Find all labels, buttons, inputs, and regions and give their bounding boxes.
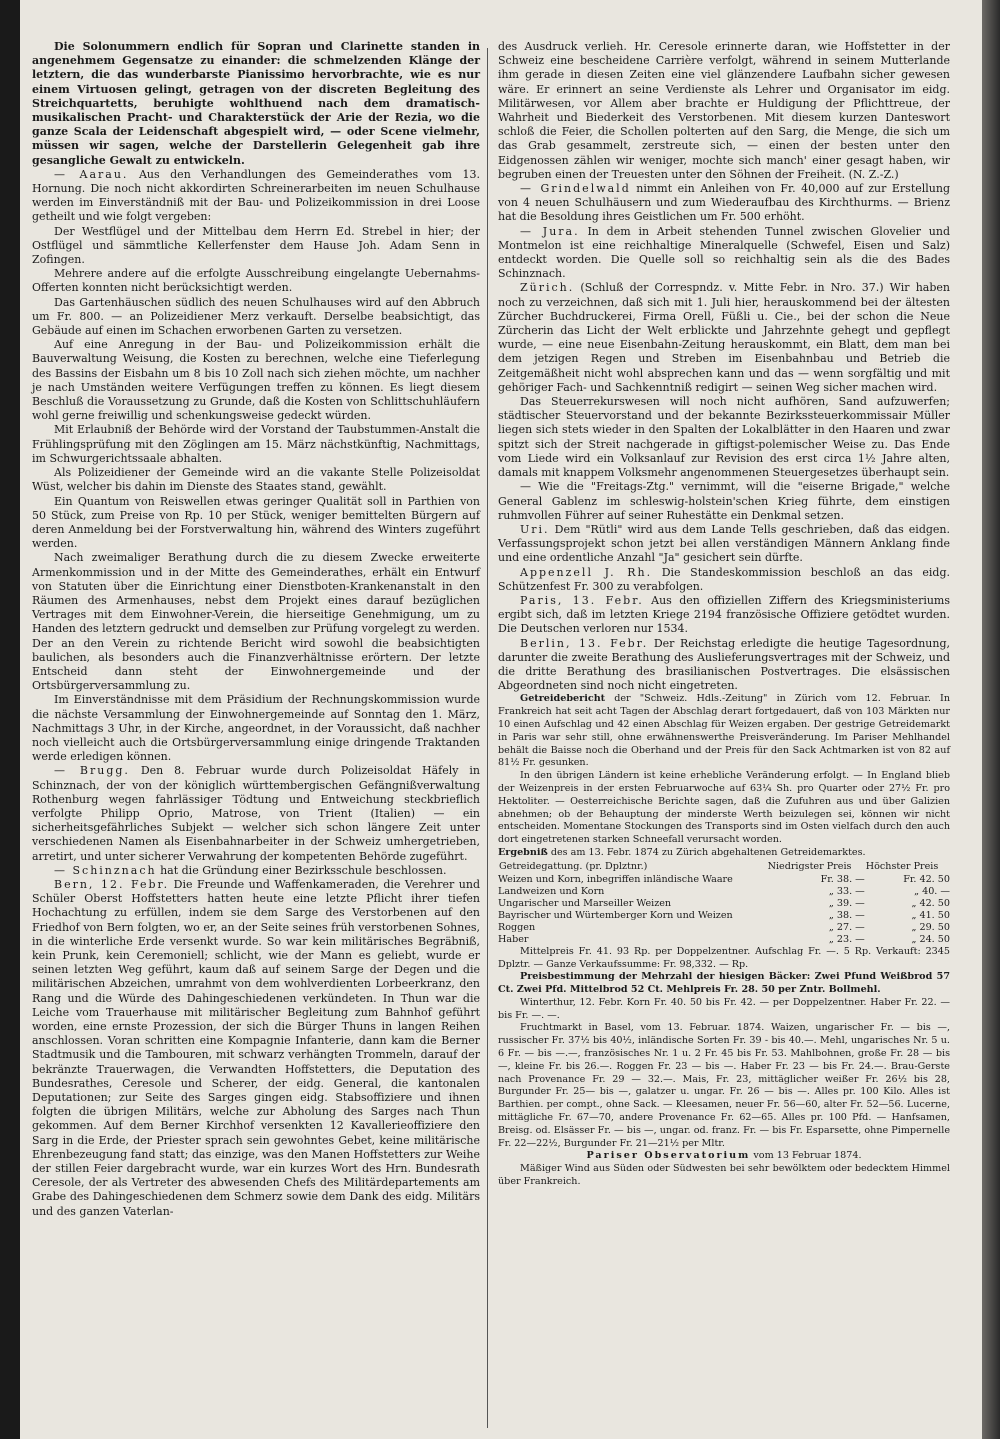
market-result-heading: Ergebniß des am 13. Febr. 1874 zu Zürich abgehaltenen Getreidemarktes. xyxy=(498,846,866,858)
table-header: Getreidegattung. (pr. Dplztnr.) xyxy=(499,860,648,872)
table-header: Höchster Preis xyxy=(865,860,939,872)
brugg-article: — Brugg. Den 8. Februar wurde durch Polizeisoldat Häfely in Schinznach, der von der königlich württembergischen Gefängnißverwaltung Rothenburg wegen fahrlässiger Tödtung und Entweichung steckbrieflich verfolgte Philipp Oprio, Matrose, von Trient (Italien) — ein sicherheitsgefährliches Subjekt — welcher sich schon längere Zeit unter verschiedenen Namen als Eisenbahnarbeiter in der Schweiz umhergetrieben, arretirt, und unter sicherer Verwahrung der kompetenten Behörde zugeführt. xyxy=(32,764,480,863)
weather-report: Mäßiger Wind aus Süden oder Südwesten bei sehr bewölktem oder bedecktem Himmel über Frankreich. xyxy=(498,1163,950,1188)
table-row: Landweizen und Korn „ 33. — „ 40. — xyxy=(498,885,950,897)
left-column xyxy=(32,40,480,1439)
winterthur-market: Winterthur, 12. Febr. Korn Fr. 40. 50 bis Fr. 42. — per Doppelzentner. Haber Fr. 22. — bis Fr. —. —. xyxy=(498,996,950,1021)
paragraph: Mit Erlaubniß der Behörde wird der Vorstand der Taubstummen-Anstalt die Frühlingsprüfung mit den Zöglingen am 15. März nächstkünftig, Nachmittags, im Schwurgerichtssaale abhalten. xyxy=(32,423,480,465)
paragraph: des Ausdruck verlieh. Hr. Ceresole erinnerte daran, wie Hoffstetter in der Schweiz eine bescheidene Carrière verfolgt, während in seinem Mutterlande ihm gerade in diesen Zeiten eine viel glänzendere Laufbahn sicher gewesen wäre. Er erinnert an seine Verdienste als Lehrer und Organisator im eidg. Militärwesen, vor Allem aber brachte er Huldigung der Pflichttreue, der Wahrheit und Biederkeit des Verstorbenen. Mit diesem kurzen Danteswort schloß die Feier, die Schollen polterten auf den Sarg, die Menge, die sich um das Grab gesammelt, zerstreute sich, — einen der besten unter den Eidgenossen zählen wir weniger, mochte sich manch' einer gesagt haben, wir begruben einen der Treuesten unter den Söhnen der Freiheit. (N. Z.-Z.) xyxy=(498,40,950,181)
uri-article: Uri. Dem "Rütli" wird aus dem Lande Tells geschrieben, daß das eidgen. Verfassungsprojekt schon jetzt bei allen verständigen Männern Anklang finde und eine ordentliche Anzahl "Ja" gesichert sein dürfte. xyxy=(498,522,950,565)
paragraph: Im Einverständnisse mit dem Präsidium der Rechnungskommission wurde die nächste Versammlung der Einwohnergemeinde auf Sonntag den 1. März, Nachmittags 3 Uhr, in der Kirche, angeordnet, in der Voraussicht, daß nachher noch vielleicht auch die Ortsbürgerversammlung einige dringende Traktanden werde erledigen können. xyxy=(32,693,480,764)
paragraph: Als Polizeidiener der Gemeinde wird an die vakante Stelle Polizeisoldat Wüst, welcher bis dahin im Dienste des Staates stand, gewählt. xyxy=(32,466,480,494)
schinznach-article: — Schinznach hat die Gründung einer Bezirksschule beschlossen. xyxy=(54,863,447,877)
bread-prices: Preisbestimmung der Mehrzahl der hiesigen Bäcker: Zwei Pfund Weißbrod 57 Ct. Zwei Pfd. Mittelbrod 52 Ct. Mehlpreis Fr. 28. 50 per Zntr. Bollmehl. xyxy=(498,971,950,996)
grindelwald-article: — Grindelwald nimmt ein Anleihen von Fr. 40,000 auf zur Erstellung von 4 neuen Schulhäusern und zum Wiederaufbau des Kirchthurms. — Brienz hat die Besoldung ihres Geistlichen um Fr. 500 erhöht. xyxy=(498,182,950,224)
table-header-row xyxy=(498,860,950,874)
paragraph: Nach zweimaliger Berathung durch die zu diesem Zwecke erweiterte Armenkommission und in der Mitte des Gemeinderathes, erhält ein Entwurf von Statuten über die Einrichtung einer Dienstboten-Krankenanstalt in den Räumen des Armenhauses, nebst dem Projekt eines darauf bezüglichen Vertrages mit dem Einwohner-Verein, die hierseitige Genehmigung, um zu Handen des letztern gedruckt und demselben zur Prüfung vorgelegt zu werden. Der an den Verein zu richtende Bericht wird sowohl die beabsichtigten baulichen, als besonders auch die Finanzverhältnisse erörtern. Der letzte Entscheid dann steht der Einwohnergemeinde und der Ortsbürgerversammlung zu. xyxy=(32,551,480,693)
grain-report: Getreidebericht der "Schweiz. Hdls.-Zeitung" in Zürich vom 12. Februar. In Frankreich hat seit acht Tagen der Abschlag derart fortgedauert, daß von 103 Märkten nur 10 einen Aufschlag und 42 einen Abschlag für Weizen ergaben. Der gestrige Getreidemarkt in Paris war sehr still, ohne erwähnenswerthe Preisveränderung. Im Pariser Mehlhandel behält die Baisse noch die Oberhand und der Preis für den Sack Achtmarken ist von 82 auf 81½ Fr. gesunken. xyxy=(498,693,950,769)
appenzell-article: Appenzell J. Rh. Die Standeskommission beschloß an das eidg. Schützenfest Fr. 300 zu verabfolgen. xyxy=(498,565,950,593)
table-row: Roggen „ 27. — „ 29. 50 xyxy=(498,921,950,933)
table-header: Niedrigster Preis xyxy=(767,860,852,872)
paragraph: Auf eine Anregung in der Bau- und Polizeikommission erhält die Bauverwaltung Weisung, die Kosten zu berechnen, welche eine Tieferlegung des Bassins der Eisbahn um 8 bis 10 Zoll nach sich ziehen möchte, um nachher je nach Umständen weitere Verfügungen treffen zu können. Es liegt diesem Beschluß die Voraussetzung zu Grunde, daß die Kosten von Schlittschuhläufern wohl gerne freiwillig und schenkungsweise gedeckt würden. xyxy=(32,338,480,423)
paragraph: Ein Quantum von Reiswellen etwas geringer Qualität soll in Parthien von 50 Stück, zum Preise von Rp. 10 per Stück, weniger bemittelten Bürgern auf deren Anmeldung bei der Forstverwaltung hin, während des Winters zugeführt werden. xyxy=(32,494,480,551)
bern-article: Bern, 12. Febr. Die Freunde und Waffenkameraden, die Verehrer und Schüler Oberst Hoffstetters hatten heute eine letzte Pflicht ihrer tiefen Hochachtung zu erfüllen, indem sie dem Sarge des Verstorbenen auf den Friedhof von Bern folgten, wo er, an der Seite seines früh verstorbenen Sohnes, in die winterliche Erde versenkt wurde. So war kein militärisches Begräbniß, kein Prunk, kein Ceremoniell; schlicht, wie der Mann es geliebt, wurde er seinen letzten Weg geführt, kaum daß auf seinem Sarge der Degen und die militärischen Abzeichen, umrahmt von dem wohlverdienten Lorbeerkranz, den Rang und die Würde des Dahingeschiedenen verkündeten. In Thun war die Leiche vom Trauerhause mit militärischer Begleitung zum Bahnhof geführt worden, eine ernste Prozession, der sich die Bürger Thuns in langen Reihen anschlossen. Voran schritten eine Kompagnie Infanterie, dann kam die Berner Stadtmusik und die Tambouren, mit schwarz verhängten Trommeln, darauf der bekränzte Trauerwagen, die Verwandten Hoffstetters, die Deputation des Bundesrathes, Ceresole und Scherer, der eidg. General, die kantonalen Deputationen; zur Seite des Sarges gingen eidg. Stabsoffiziere und ihnen folgten die übrigen Militärs, welche zur Abholung des Sarges nach Thun gekommen. Auf dem Berner Kirchhof versenkten 12 Kavallerieoffiziere den Sarg in die Erde, der Priester sprach sein gewohntes Gebet, keine militärische Ehrenbezeugung fand statt; das einzige, was den Manen Hoffstetters zur Weihe der stillen Feier dargebracht wurde, war ein kurzes Wort des Hrn. Bundesrath Ceresole, der als Vertreter des abwesenden Chefs des Militärdepartements am Grabe des Dahingeschiedenen dem Schmerz sowie dem Dank des eidg. Militärs und des ganzen Vaterlan- xyxy=(32,877,480,1218)
grain-price-table xyxy=(498,860,950,946)
paragraph: Das Gartenhäuschen südlich des neuen Schulhauses wird auf den Abbruch um Fr. 800. — an Polizeidiener Merz verkauft. Derselbe beabsichtigt, das Gebäude auf einen im Schachen erworbenen Garten zu versetzen. xyxy=(32,295,480,338)
paragraph: Der Westflügel und der Mittelbau dem Herrn Ed. Strebel in hier; der Ostflügel und sämmtliche Kellerfenster dem Hause Joh. Adam Senn in Zofingen. xyxy=(32,224,480,267)
concert-review: Die Solonummern endlich für Sopran und Clarinette standen in angenehmem Gegensatze zu einander: die schmelzenden Klänge der letztern, die das wunderbarste Pianissimo hervorbrachte, wie es nur einem Virtuosen gelingt, getragen von der discreten Begleitung des Streichquartetts, beruhigte wohlthuend nach dem dramatisch-musikalischen Pracht- und Charakterstück der Arie der Rezia, wo die ganze Scala der Leidenschaft abgespielt wird, — oder Scene vielmehr, müssen wir sagen, welche der Darstellerin Gelegenheit gab ihre gesangliche Gewalt zu entwickeln. xyxy=(32,40,480,167)
page-edge xyxy=(982,0,1000,1439)
paragraph: Mehrere andere auf die erfolgte Ausschreibung eingelangte Uebernahms-Offerten konnten nicht berücksichtigt werden. xyxy=(32,267,480,295)
column-rule xyxy=(487,48,488,1428)
paragraph: — Wie die "Freitags-Ztg." vernimmt, will die "eiserne Brigade," welche General Gablenz im schleswig-holstein'schen Krieg führte, dem einstigen ruhmvollen Führer auf seiner Ruhestätte ein Denkmal setzen. xyxy=(498,480,950,522)
jura-article: — Jura. In dem in Arbeit stehenden Tunnel zwischen Glovelier und Montmelon ist eine reichhaltige Mineralquelle (Schwefel, Eisen und Salz) entdeckt worden. Die Quelle soll so reichhaltig sein als die des Bades Schinznach. xyxy=(498,224,950,281)
zuerich-article: Zürich. (Schluß der Correspndz. v. Mitte Febr. in Nro. 37.) Wir haben noch zu verzeichnen, daß sich mit 1. Juli hier, herauskommend bei der ältesten Zürcher Buchdruckerei, Firma Orell, Füßli u. Cie., bei der schon die Neue Zürcherin das Licht der Welt erblickte und Jahrzehnte gehegt und gepflegt wurde, — eine neue Eisenbahn-Zeitung herauskommt, ein Blatt, dem man bei dem jetzigen Regen und Streben im Eisenbahnbau und Betrieb die Zeitgemäßheit nicht wohl absprechen kann und das — wenn sorgfältig und mit gehöriger Fach- und Sachkenntniß redigirt — seinen Weg sicher machen wird. xyxy=(498,281,950,394)
paris-article: Paris, 13. Febr. Aus den offiziellen Ziffern des Kriegsministeriums ergibt sich, daß im letzten Kriege 2194 französische Offiziere getödtet wurden. Die Deutschen verloren nur 1534. xyxy=(498,593,951,636)
aarau-article: — Aarau. Aus den Verhandlungen des Gemeinderathes vom 13. Hornung. Die noch nicht akkordirten Schreinerarbeiten im neuen Schulhause werden im Einverständniß mit der Bau- und Polizeikommission in drei Loose getheilt und wie folgt vergeben: xyxy=(32,167,480,224)
grain-report-2: In den übrigen Ländern ist keine erhebliche Veränderung erfolgt. — In England blieb der Weizenpreis in der ersten Februarwoche auf 63¼ Sh. pro Quarter oder 27½ Fr. pro Hektoliter. — Oesterreichische Berichte sagen, daß die Zufuhren aus und über Galizien abnehmen; ob der Behauptung der minderste Werth beizulegen sei, können wir nicht entscheiden. Momentane Stockungen des Transports sind im Osten vielfach durch den auch dort eingetretenen starken Schneefall verursacht worden. xyxy=(498,770,950,846)
average-price: Mittelpreis Fr. 41. 93 Rp. per Doppelzentner. Aufschlag Fr. —. 5 Rp. Verkauft: 2345 Dplztr. — Ganze Verkaufssumme: Fr. 98,332. — Rp. xyxy=(498,945,950,970)
paragraph: Das Steuerrekurswesen will noch nicht aufhören, Sand aufzuwerfen; städtischer Steuervorstand und der bekannte Bezirkssteuerkommissair Müller liegen sich stets wieder in den Spalten der Lokalblätter in den Haaren und zwar spitzt sich der Streit nachgerade in giftigst-polemischer Weise zu. Das Ende vom Liede wird ein Volksanlauf zur Revision des erst circa 1½ Jahre alten, damals mit knappem Volksmehr angenommenen Steuergesetzes überhaupt sein. xyxy=(498,395,950,480)
table-row: Ungarischer und Marseiller Weizen „ 39. — „ 42. 50 xyxy=(498,897,950,909)
observatory-heading: Pariser Observatorium vom 13 Februar 1874. xyxy=(586,1150,862,1162)
table-row: Bayrischer und Würtemberger Korn und Weizen „ 38. — „ 41. 50 xyxy=(498,909,950,921)
table-row: Weizen und Korn, inbegriffen inländische Waare Fr. 38. — Fr. 42. 50 xyxy=(498,873,950,885)
table-row: Haber „ 23. — „ 24. 50 xyxy=(498,933,950,945)
berlin-article: Berlin, 13. Febr. Der Reichstag erledigte die heutige Tagesordnung, darunter die zweite Berathung des Auslieferungsvertrages mit der Schweiz, und die dritte Berathung des brasilianischen Postvertrages. Die elsässischen Abgeordneten sind noch nicht eingetreten. xyxy=(498,636,950,693)
right-column xyxy=(498,40,950,1439)
basel-market: Fruchtmarkt in Basel, vom 13. Februar. 1874. Waizen, ungarischer Fr. — bis —, russischer Fr. 37½ bis 40½, inländische Sorten Fr. 39 - bis 40.—. Mehl, ungarisches Nr. 5 u. 6 Fr. — bis —.—, französisches Nr. 1 u. 2 Fr. 45 bis Fr. 53. Mahlbohnen, große Fr. 28 — bis —, kleine Fr. bis 26.—. Roggen Fr. 23 — bis —. Haber Fr. 23 — bis Fr. 24.—. Brau-Gerste nach Provenance Fr. 29 — 32.—. Mais, Fr. 23, mittäglicher weißer Fr. 26½ bis 28, Burgunder Fr. 25— bis —, galatzer u. ungar. Fr. 26 — bis —. Alles pr. 100 Kilo. Alles ist Barthien. per compt., ohne Sack. — Kleesamen, neuer Fr. 56—60, alter Fr. 52—56. Lucerne, mittägliche Fr. 67—70, andere Provenance Fr. 62—65. Alles pr. 100 Pfd. — Hanfsamen, Breisg. od. Elsässer Fr. — bis —, ungar. od. franz. Fr. — bis Fr. Esparsette, ohne Pimpernelle Fr. 22—22½, Burgunder Fr. 21—21½ per Mltr. xyxy=(498,1022,950,1149)
newspaper-page xyxy=(20,0,982,1439)
